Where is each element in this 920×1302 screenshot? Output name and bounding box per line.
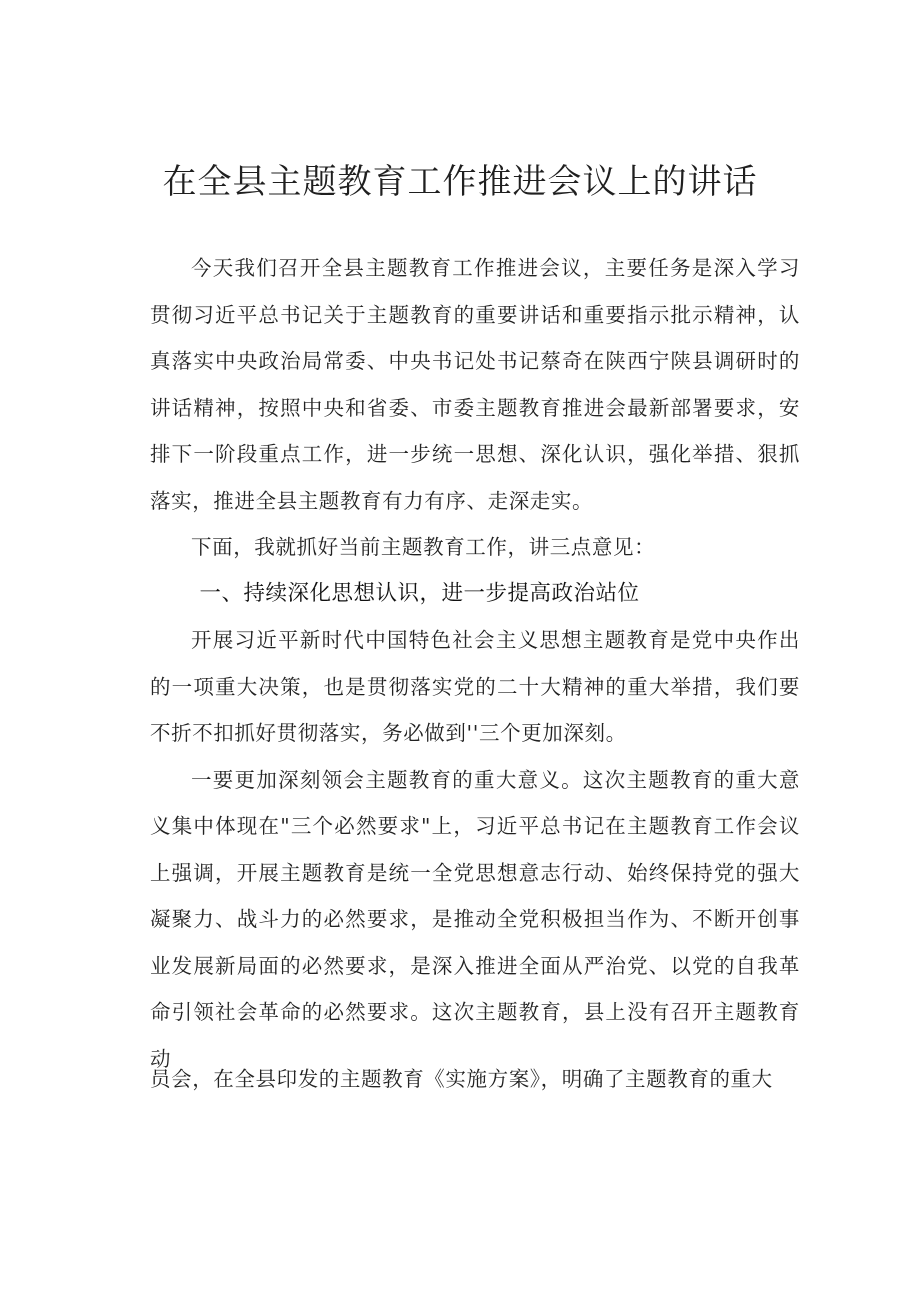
section-heading-1: 一、持续深化思想认识，进一步提高政治站位 bbox=[199, 580, 640, 606]
paragraph-section-1-point-1: 一要更加深刻领会主题教育的重大意义。这次主题教育的重大意义集中体现在"三个必然要求"上，习近平总书记在主题教育工作会议上强调，开展主题教育是统一全党思想意志行动、始终保持党的强大凝聚力、战斗力的必然要求，是推动全党积极担当作为、不断开创事业发展新局面的必然要求，是深入推进全面从严治党、以党的自我革命引领社会革命的必然要求。这次主题教育，县上没有召开主题教育动 bbox=[150, 767, 800, 1071]
document-body bbox=[150, 245, 800, 1082]
paragraph-section-1-intro: 开展习近平新时代中国特色社会主义思想主题教育是党中央作出的一项重大决策，也是贯彻落实党的二十大精神的重大举措，我们要不折不扣抓好贯彻落实，务必做到''三个更加深刻。 bbox=[150, 628, 800, 745]
page-title: 在全县主题教育工作推进会议上的讲话 bbox=[162, 162, 758, 202]
paragraph-outline: 下面，我就抓好当前主题教育工作，讲三点意见： bbox=[191, 535, 656, 559]
paragraph-continuation: 员会，在全县印发的主题教育《实施方案》，明确了主题教育的重大 bbox=[150, 1067, 773, 1091]
paragraph-intro: 今天我们召开全县主题教育工作推进会议，主要任务是深入学习贯彻习近平总书记关于主题教育的重要讲话和重要指示批示精神，认真落实中央政治局常委、中央书记处书记蔡奇在陕西宁陕县调研时的讲话精神，按照中央和省委、市委主题教育推进会最新部署要求，安排下一阶段重点工作，进一步统一思想、深化认识，强化举措、狠抓落实，推进全县主题教育有力有序、走深走实。 bbox=[150, 256, 800, 513]
